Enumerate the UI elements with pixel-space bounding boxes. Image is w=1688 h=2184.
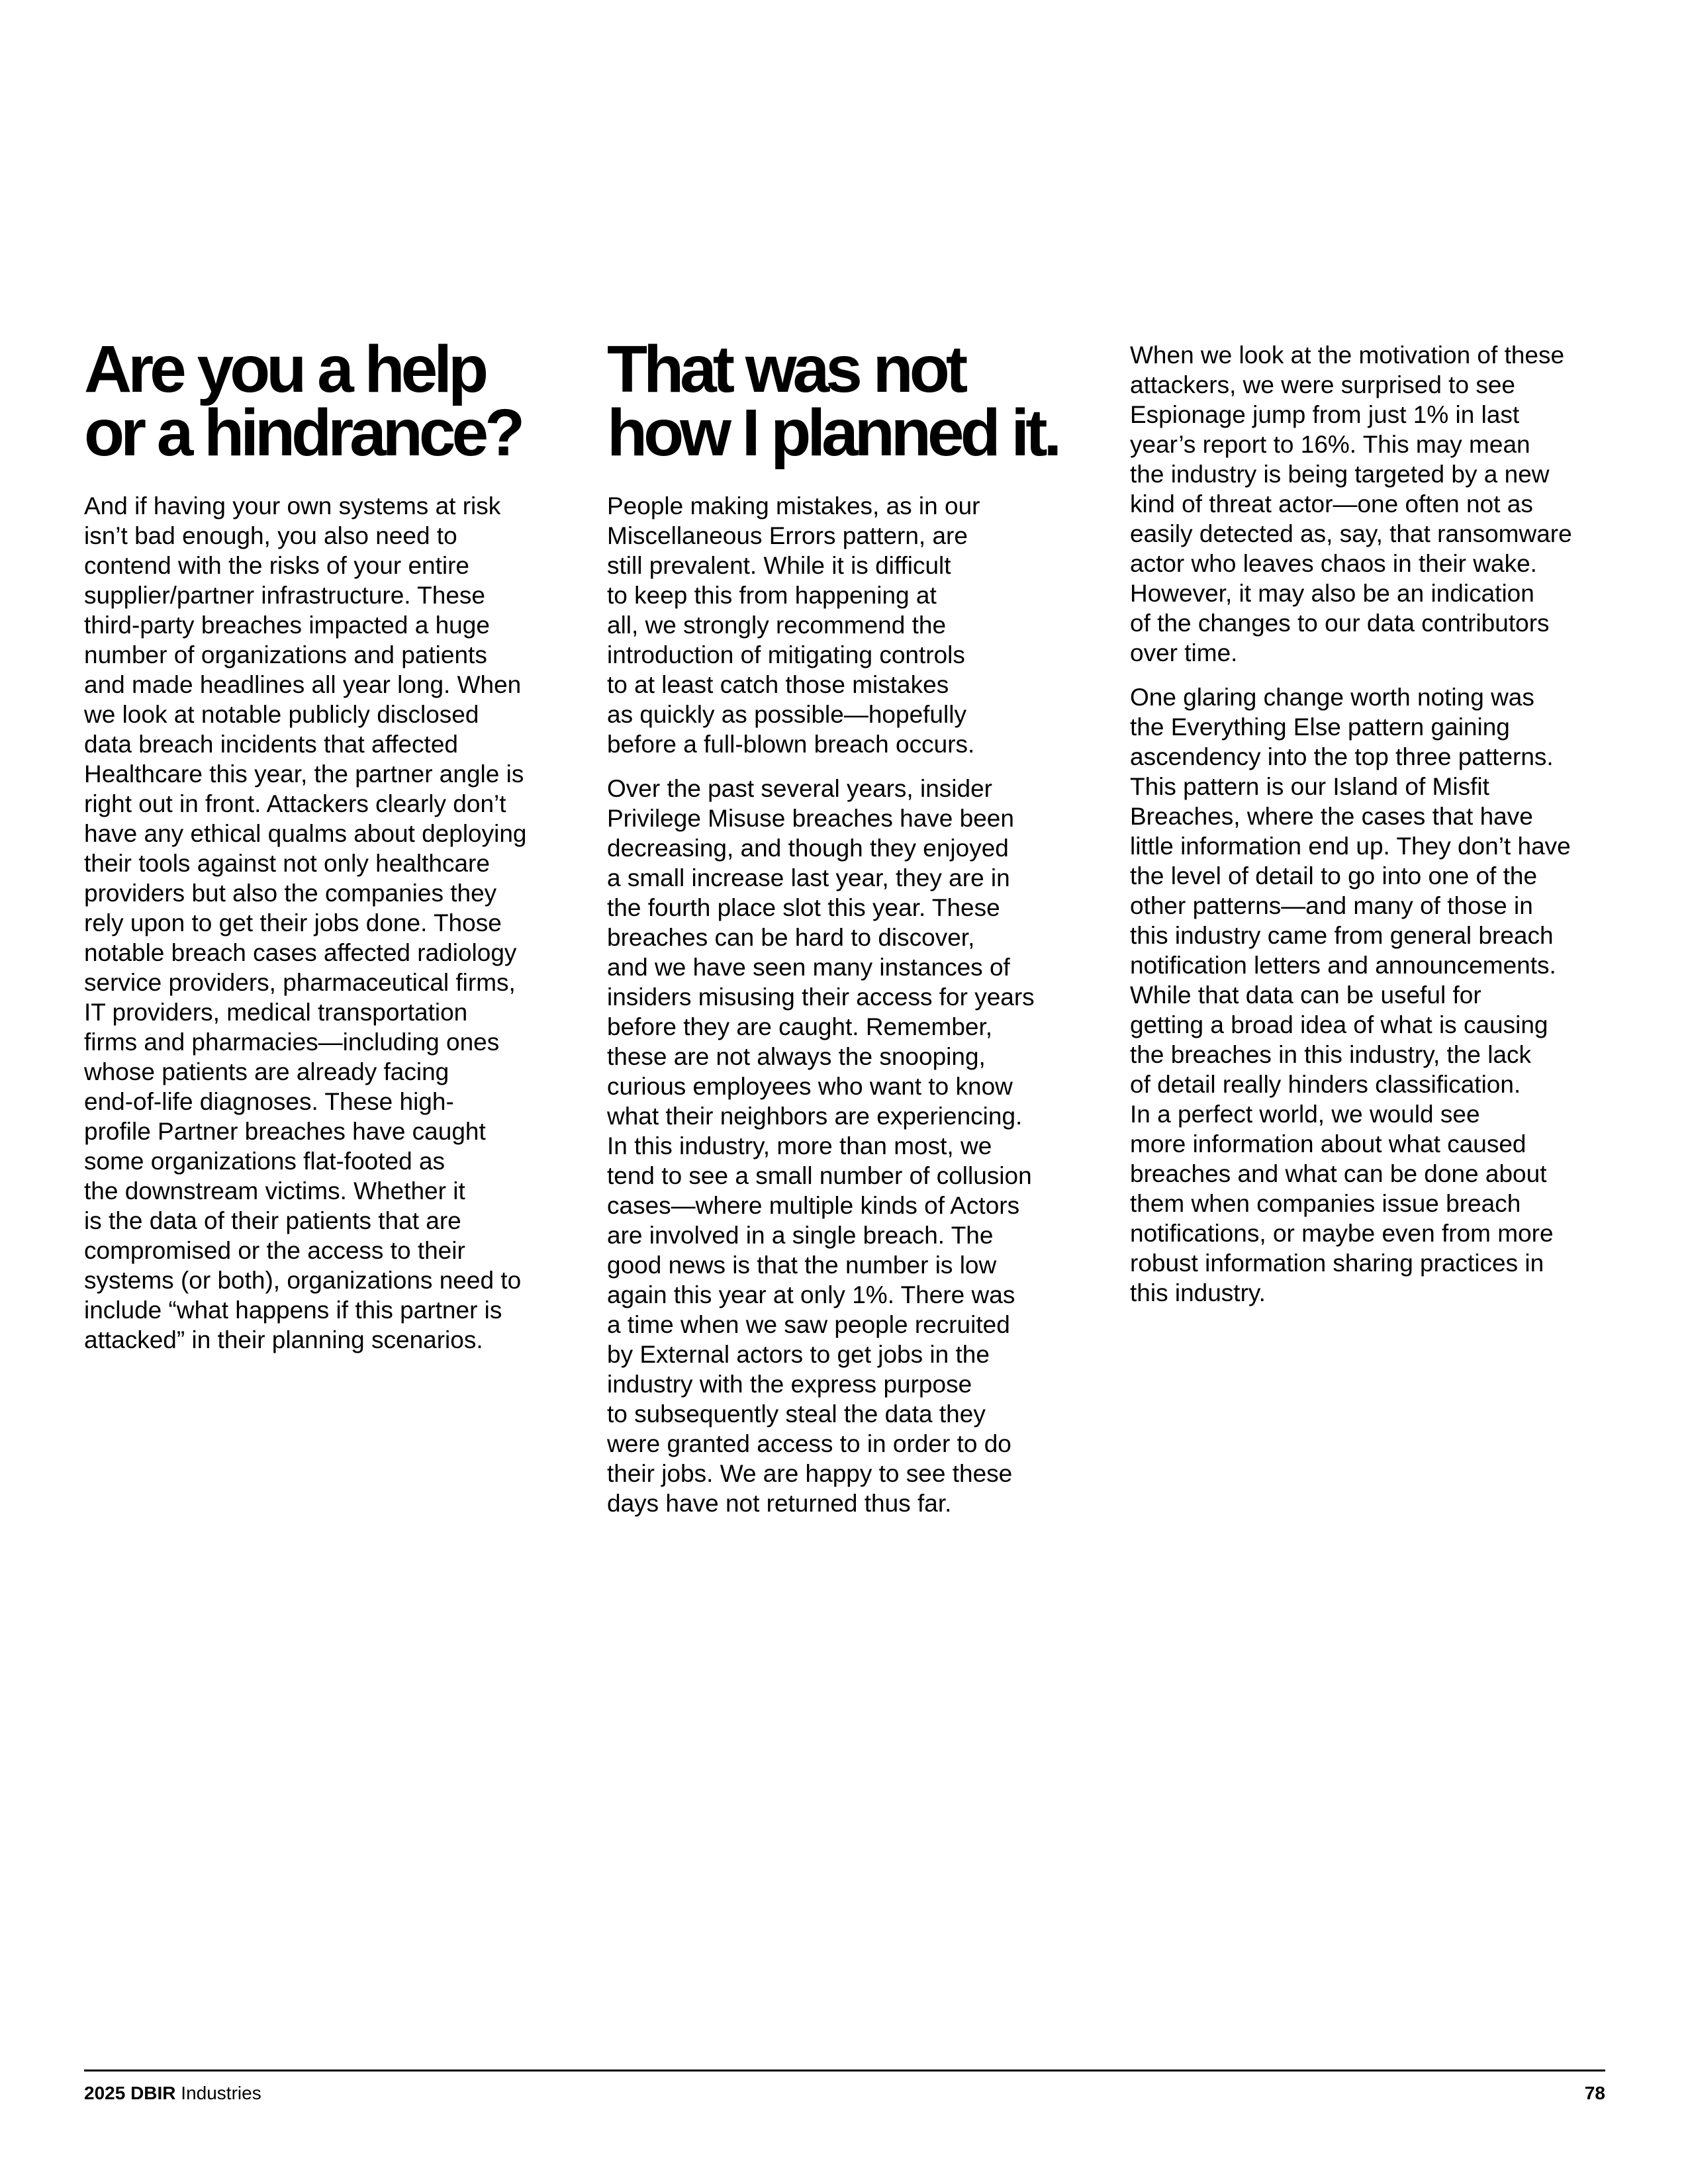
body-paragraph: Over the past several years, insider Privilege Misuse breaches have been decreasing, and though they enjoyed a small increase last year, they are in the fourth place slot this year. These breaches can be hard to discover, and we have seen many instances of insiders misusing their access for years before they are caught. Remember, these are not always the snooping, curious employees who want to know what their neighbors are experiencing. In this industry, more than most, we tend to see a small number of collusion cases—where multiple kinds of Actors are involved in a single breach. The good news is that the number is low again this year at only 1%. There was a time when we saw people recruited by External actors to get jobs in the industry with the express purpose to subsequently steal the data they were granted access to in order to do their jobs. We are happy to see these days have not returned thus far.	[607, 775, 1035, 1517]
heading-line: how I planned it.	[607, 396, 1058, 470]
footer-divider	[84, 2070, 1605, 2071]
page-number: 78	[1584, 2083, 1605, 2103]
section-heading	[84, 332, 561, 470]
body-paragraph: When we look at the motivation of these attackers, we were surprised to see Espionage jump from just 1% in last year’s report to 16%. This may mean the industry is being targeted by a new kind of threat actor—one often not as easily detected as, say, that ransomware actor who leaves chaos in their wake. However, it may also be an indication of the changes to our data contributors over time.	[1130, 341, 1572, 666]
heading-line: Are you a help	[84, 332, 485, 406]
column-help-or-hindrance	[84, 332, 561, 1369]
heading-line: or a hindrance?	[84, 396, 522, 470]
column-motivation	[1130, 338, 1613, 1322]
body-paragraph: One glaring change worth noting was the Everything Else pattern gaining ascendency into the top three patterns. This pattern is our Island of Misfit Breaches, where the cases that have little information end up. They don’t have the level of detail to go into one of the other patterns—and many of those in this industry came from general breach notification letters and announcements. While that data can be useful for getting a broad idea of what is causing the breaches in this industry, the lack of detail really hinders classification. In a perfect world, we would see more information about what caused breaches and what can be done about them when companies issue breach notifications, or maybe even from more robust information sharing practices in this industry.	[1130, 684, 1571, 1306]
heading-line: That was not	[607, 332, 964, 406]
section-heading	[607, 332, 1084, 470]
footer-report-name: 2025 DBIR	[84, 2083, 176, 2103]
body-paragraph: And if having your own systems at risk isn’t bad enough, you also need to contend with the risks of your entire supplier/partner infrastructure. These third-party breaches impacted a huge number of organizations and patients and made headlines all year long. When we look at notable publicly disclosed data breach incidents that affected Healthcare this year, the partner angle is right out in front. Attackers clearly don’t have any ethical qualms about deploying their tools against not only healthcare providers but also the companies they rely upon to get their jobs done. Those notable breach cases affected radiology service providers, pharmaceutical firms, IT providers, medical transportation firms and pharmacies—including ones whose patients are already facing end-of-life diagnoses. These high- profile Partner breaches have caught some organizations flat-footed as the downstream victims. Whether it is the data of their patients that are compromised or the access to their systems (or both), organizations need to include “what happens if this partner is attacked” in their planning scenarios.	[84, 492, 527, 1353]
footer-section-name: Industries	[181, 2083, 261, 2103]
footer-running-title	[84, 2082, 261, 2105]
body-paragraph: People making mistakes, as in our Miscellaneous Errors pattern, are still prevalent. While it is difficult to keep this from happening at all, we strongly recommend the introduction of mitigating controls to at least catch those mistakes as quickly as possible—hopefully before a full-blown breach occurs.	[607, 492, 980, 758]
column-not-how-i-planned-it	[607, 332, 1084, 1533]
